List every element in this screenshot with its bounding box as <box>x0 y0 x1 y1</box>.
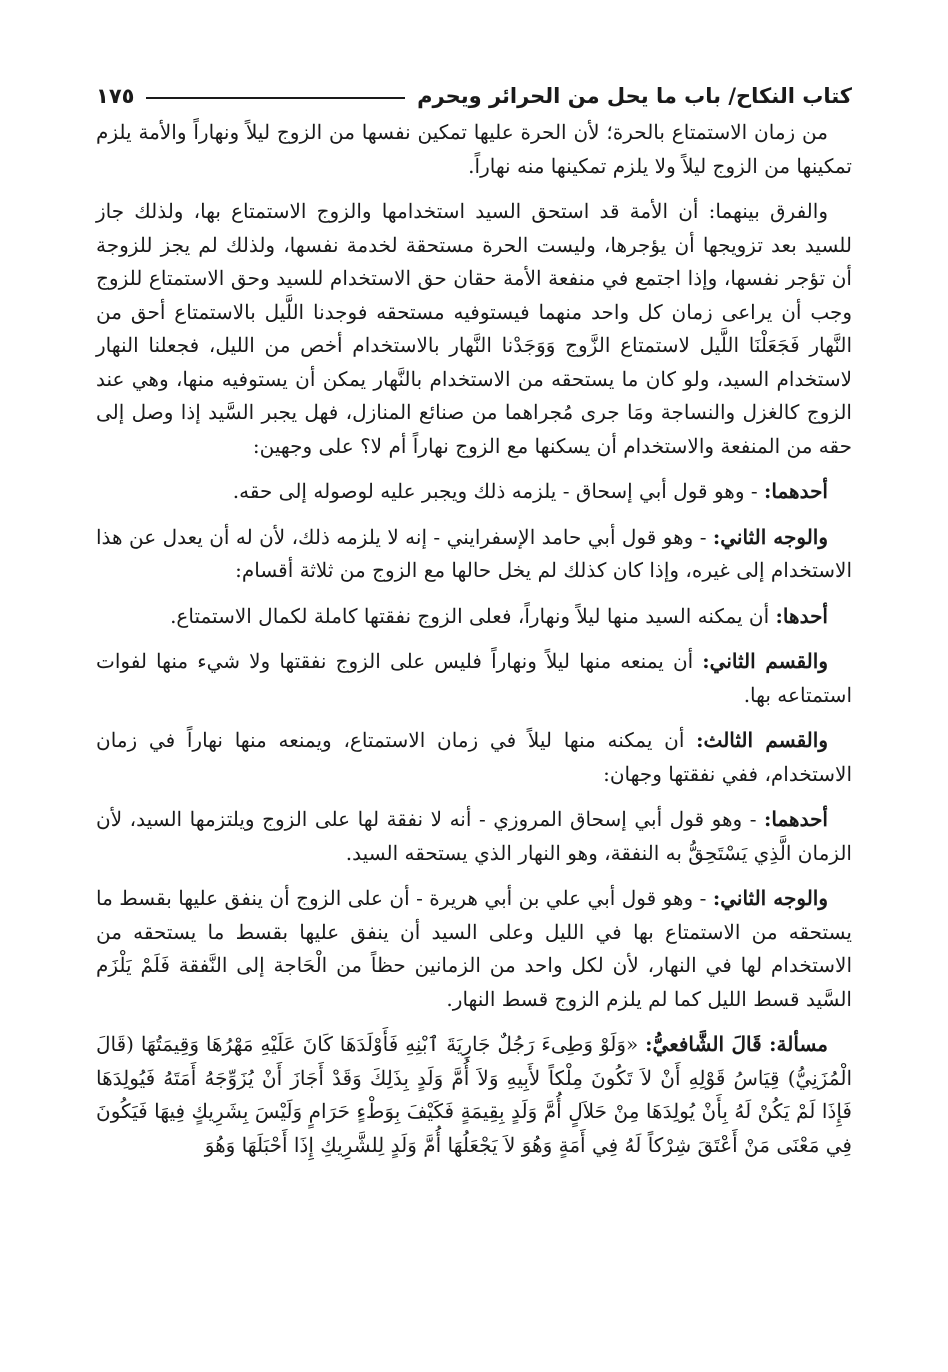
paragraph <box>96 882 852 1016</box>
paragraph-text: - وهو قول أبي علي بن أبي هريرة - أن على الزوج أن ينفق عليها بقسط ما يستحقه من الاستمتاع بها في الليل وعلى السيد أن ينفق عليها بقسط ما يستحقه من الاستخدام لها في النهار، لأن لكل واحد من الزمانين حظاً من الْحَاجة إلى النَّفقة فَلَمْ يَلْزَم السَّيد قسط الليل كما لم يلزم الزوج قسط النهار. <box>96 886 852 1011</box>
book-page <box>96 68 852 1332</box>
paragraph <box>96 475 852 509</box>
body-text <box>96 116 852 1162</box>
paragraph-text: «وَلَوْ وَطِىءَ رَجُلٌ جَارِيَةَ ٱبْنِهِ فَأَوْلَدَهَا كَانَ عَلَيْهِ مَهْرُهَا وَقِيمَتُهَا (قَالَ الْمُزَنِيُّ) قِيَاسُ قَوْلِهِ أَنْ لاَ تَكُونَ مِلْكاً لأَبِيهِ وَلاَ أُمَّ وَلَدٍ بِذَلِكَ وَقَدْ أَجَازَ أَنْ يُزَوِّجَهُ أَمَتَهُ فَيُولِدَهَا فَإِذَا لَمْ يَكُنْ لَهُ بِأَنْ يُولِدَهَا مِنْ حَلاَلٍ أُمَّ وَلَدٍ بِقِيمَةٍ فَكَيْفَ بِوَطْءٍ حَرَامٍ وَلَيْسَ بِشَرِيكٍ فِيهَا فَيَكُونَ فِي مَعْنَى مَنْ أَعْتَقَ شِرْكاً لَهُ فِي أَمَةٍ وَهُوَ لاَ يَجْعَلُهَا أُمَّ وَلَدٍ لِلشَّرِيكِ إِذَا أَحْبَلَهَا وَهُوَ <box>96 1032 852 1157</box>
page-number: ١٧٥ <box>96 84 135 108</box>
running-header <box>96 68 852 108</box>
paragraph-lead: مسألة: قَالَ الشَّافعيُّ: <box>645 1032 829 1056</box>
paragraph <box>96 724 852 791</box>
paragraph-lead: والوجه الثاني: <box>712 886 828 910</box>
paragraph <box>96 1028 852 1162</box>
paragraph <box>96 600 852 634</box>
paragraph <box>96 521 852 588</box>
paragraph-lead: أحدهما: <box>763 807 828 831</box>
paragraph <box>96 116 852 183</box>
paragraph-text: أن يمكنه السيد منها ليلاً ونهاراً، فعلى الزوج نفقتها كاملة لكمال الاستمتاع. <box>170 603 776 628</box>
paragraph-text: من زمان الاستمتاع بالحرة؛ لأن الحرة عليها تمكين نفسها من الزوج ليلاً ونهاراً والأمة يلزم تمكينها من الزوج ليلاً ولا يلزم تمكينها منه نهاراً. <box>96 120 852 178</box>
paragraph <box>96 195 852 463</box>
paragraph <box>96 645 852 712</box>
paragraph-text: - وهو قول أبي إسحاق المروزي - أنه لا نفقة لها على الزوج ويلتزمها السيد، لأن الزمان الَّذِي يَسْتَحِقُّ به النفقة، وهو النهار الذي يستحقه السيد. <box>96 807 852 865</box>
chapter-title: كتاب النكاح/ باب ما يحل من الحرائر ويحرم <box>417 84 852 108</box>
paragraph-lead: والقسم الثاني: <box>702 649 828 673</box>
paragraph-lead: والوجه الثاني: <box>712 524 829 549</box>
paragraph-lead: والقسم الثالث: <box>696 728 828 752</box>
paragraph-lead: أحدها: <box>775 603 828 628</box>
paragraph-lead: أحدهما: <box>763 479 828 503</box>
paragraph-text: - وهو قول أبي إسحاق - يلزمه ذلك ويجبر عليه لوصوله إلى حقه. <box>232 479 764 503</box>
paragraph-text: والفرق بينهما: أن الأمة قد استحق السيد استخدامها والزوج الاستمتاع بها، ولذلك جاز للسيد بعد تزويجها أن يؤجرها، وليست الحرة مستحقة لخدمة نفسها، ولذلك لم يجز للزوجة أن تؤجر نفسها، وإذا اجتمع في منفعة الأمة حقان حق الاستخدام للسيد وحق الاستمتاع للزوج وجب أن يراعى زمان كل واحد منهما فيستوفيه مستحقه فوجدنا اللَّيل بالاستمتاع أحق من النَّهار فَجَعَلْنَا اللَّيل لاستمتاع الزَّوج وَوَجَدْنا النَّهار بالاستخدام أخص من الليل، فجعلنا النهار لاستخدام السيد، ولو كان ما يستحقه من الاستخدام بالنَّهار يمكن أن يستوفيه منها، وهي عند الزوج كالغزل والنساجة ومَا جرى مُجراهما من صنائع المنازل، فهل يجبر السَّيد إذا وصل إلى حقه من المنفعة والاستخدام أن يسكنها مع الزوج نهاراً أم لا؟ على وجهين: <box>96 199 852 458</box>
paragraph-text: - وهو قول أبي حامد الإسفرايني - إنه لا يلزمه ذلك، لأن له أن يعدل عن هذا الاستخدام إلى غيره، وإذا كان كذلك لم يخل حالها مع الزوج من ثلاثة أقسام: <box>96 524 852 582</box>
paragraph-text: أن يمنعه منها ليلاً ونهاراً فليس على الزوج نفقتها ولا شيء منها لفوات استمتاعه بها. <box>96 649 852 707</box>
paragraph-text: أن يمكنه منها ليلاً في زمان الاستمتاع، ويمنعه منها نهاراً في زمان الاستخدام، ففي نفقتها وجهان: <box>96 728 852 786</box>
header-rule <box>146 97 405 99</box>
paragraph <box>96 803 852 870</box>
